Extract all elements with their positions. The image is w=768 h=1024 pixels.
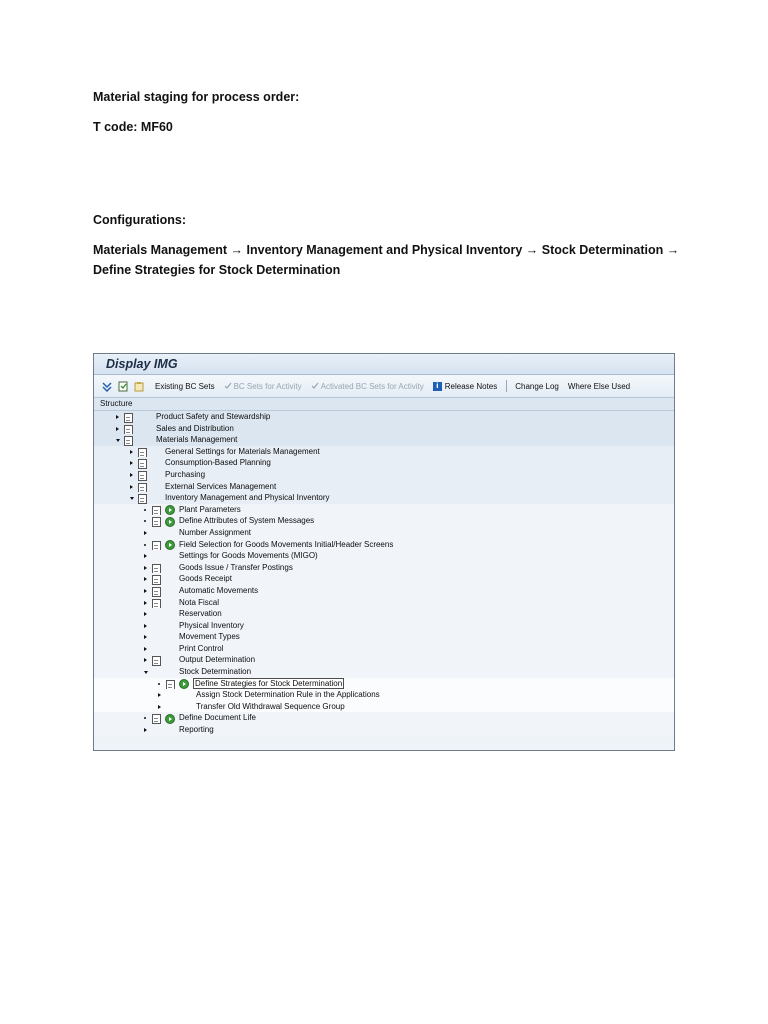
bullet-icon	[144, 509, 146, 511]
img-tree	[94, 411, 674, 751]
tree-node-label: Field Selection for Goods Movements Initial/Header Screens	[179, 539, 394, 549]
documentation-icon[interactable]	[152, 599, 161, 609]
expand-right-icon[interactable]	[144, 658, 147, 662]
documentation-icon[interactable]	[124, 425, 133, 435]
expand-right-icon[interactable]	[144, 577, 147, 581]
expand-right-icon[interactable]	[116, 427, 119, 431]
structure-column-header: Structure	[94, 398, 674, 411]
tree-node[interactable]	[94, 573, 674, 585]
expand-right-icon[interactable]	[158, 693, 161, 697]
tree-node-label: Purchasing	[165, 469, 206, 479]
expand-right-icon[interactable]	[144, 612, 147, 616]
tree-node-label: Settings for Goods Movements (MIGO)	[179, 551, 318, 561]
bullet-icon	[144, 544, 146, 546]
documentation-icon[interactable]	[152, 714, 161, 724]
documentation-icon[interactable]	[152, 564, 161, 574]
documentation-icon[interactable]	[152, 587, 161, 597]
doc-config-path-end: Define Strategies for Stock Determination	[93, 263, 341, 277]
doc-config-path: Materials Management → Inventory Management and Physical Inventory → Stock Determination →	[93, 243, 680, 257]
tree-node-label: Transfer Old Withdrawal Sequence Group	[196, 701, 345, 711]
expand-right-icon[interactable]	[158, 705, 161, 709]
expand-right-icon[interactable]	[144, 566, 147, 570]
expand-right-icon[interactable]	[144, 635, 147, 639]
tree-node[interactable]	[94, 724, 674, 736]
tree-node-label: Automatic Movements	[179, 585, 259, 595]
tree-node-label: Movement Types	[179, 632, 240, 642]
execute-icon[interactable]	[165, 517, 175, 527]
tree-node-label: Assign Stock Determination Rule in the Applications	[196, 690, 380, 700]
execute-icon[interactable]	[165, 714, 175, 724]
expand-right-icon[interactable]	[130, 461, 133, 465]
tree-node-label: Plant Parameters	[179, 504, 241, 514]
toolbar	[94, 375, 674, 398]
tree-node-label: Define Document Life	[179, 713, 256, 723]
activated-bc-sets-button[interactable]	[311, 382, 424, 391]
tree-node-label: Define Attributes of System Messages	[179, 516, 315, 526]
tree-node[interactable]	[94, 446, 674, 458]
documentation-icon[interactable]	[138, 494, 147, 504]
display-img-window	[93, 353, 675, 751]
tree-node-label: Reporting	[179, 725, 214, 735]
execute-icon[interactable]	[165, 505, 175, 515]
expand-right-icon[interactable]	[130, 485, 133, 489]
doc-heading-configurations: Configurations:	[93, 213, 187, 227]
activated-bc-sets-label: Activated BC Sets for Activity	[320, 381, 424, 391]
bc-sets-for-activity-button[interactable]	[224, 382, 302, 391]
tree-node-label: Sales and Distribution	[156, 423, 234, 433]
expand-right-icon[interactable]	[130, 473, 133, 477]
documentation-icon[interactable]	[118, 381, 129, 392]
tree-node-label: Physical Inventory	[179, 620, 244, 630]
documentation-icon[interactable]	[124, 413, 133, 423]
tree-node[interactable]	[94, 666, 674, 678]
tree-node-label: Print Control	[179, 643, 224, 653]
expand-right-icon[interactable]	[144, 601, 147, 605]
documentation-icon[interactable]	[152, 506, 161, 516]
tree-node-label: Reservation	[179, 609, 222, 619]
tree-node[interactable]	[94, 539, 674, 551]
documentation-icon[interactable]	[124, 436, 133, 446]
tree-node[interactable]	[94, 597, 674, 609]
execute-icon[interactable]	[179, 679, 189, 689]
tree-node-label: Output Determination	[179, 655, 256, 665]
expand-right-icon[interactable]	[144, 531, 147, 535]
tree-node[interactable]	[94, 562, 674, 574]
documentation-icon[interactable]	[152, 656, 161, 666]
tree-node-label: Define Strategies for Stock Determination	[195, 678, 343, 688]
tree-node[interactable]	[94, 504, 674, 516]
expand-right-icon[interactable]	[130, 450, 133, 454]
where-else-used-button[interactable]: Where Else Used	[567, 381, 631, 391]
tree-node[interactable]	[94, 469, 674, 481]
expand-down-icon[interactable]	[144, 671, 148, 674]
tree-node[interactable]	[94, 411, 674, 423]
tree-node[interactable]	[94, 481, 674, 493]
documentation-icon[interactable]	[138, 448, 147, 458]
tree-node-label: Stock Determination	[179, 667, 252, 677]
window-title: Display IMG	[94, 354, 674, 375]
documentation-icon[interactable]	[138, 471, 147, 481]
info-icon: i	[433, 382, 442, 391]
bc-set-icon	[224, 382, 233, 390]
expand-down-icon[interactable]	[130, 497, 134, 500]
release-notes-label: Release Notes	[444, 381, 498, 391]
tree-node[interactable]	[94, 515, 674, 527]
tree-node[interactable]	[94, 678, 674, 690]
tree-node-label: Product Safety and Stewardship	[156, 412, 271, 421]
tree-node[interactable]	[94, 423, 674, 435]
tree-node[interactable]	[94, 457, 674, 469]
tree-node-label: General Settings for Materials Management	[165, 446, 320, 456]
tree-node[interactable]	[94, 654, 674, 666]
toolbar-separator	[506, 380, 507, 392]
notes-icon[interactable]	[134, 381, 145, 392]
expand-right-icon[interactable]	[144, 624, 147, 628]
tree-node-label: Materials Management	[156, 435, 238, 445]
tree-node[interactable]	[94, 701, 674, 713]
execute-icon[interactable]	[165, 540, 175, 550]
tree-node-label: External Services Management	[165, 481, 277, 491]
tree-node[interactable]	[94, 631, 674, 643]
tree-node-label: Inventory Management and Physical Inventory	[165, 493, 330, 503]
tree-node-label: Goods Receipt	[179, 574, 232, 584]
expand-down-icon[interactable]	[116, 439, 120, 442]
tree-node[interactable]	[94, 550, 674, 562]
expand-right-icon[interactable]	[144, 728, 147, 732]
documentation-icon[interactable]	[138, 459, 147, 469]
doc-tcode: T code: MF60	[93, 120, 173, 134]
activated-bc-set-icon	[311, 382, 320, 390]
expand-right-icon[interactable]	[144, 589, 147, 593]
change-log-button[interactable]: Change Log	[515, 381, 559, 391]
expand-right-icon[interactable]	[144, 647, 147, 651]
tree-node[interactable]	[94, 527, 674, 539]
documentation-icon[interactable]	[152, 541, 161, 551]
tree-node[interactable]	[94, 620, 674, 632]
find-icon[interactable]	[102, 381, 113, 392]
tree-node[interactable]	[94, 608, 674, 620]
tree-node[interactable]	[94, 492, 674, 504]
tree-node[interactable]	[94, 712, 674, 724]
tree-node-label: Consumption-Based Planning	[165, 458, 271, 468]
bc-sets-for-activity-label: BC Sets for Activity	[233, 381, 302, 391]
expand-right-icon[interactable]	[144, 554, 147, 558]
bullet-icon	[144, 717, 146, 719]
bullet-icon	[158, 683, 160, 685]
existing-bc-sets-button[interactable]: Existing BC Sets	[155, 381, 215, 391]
tree-node[interactable]	[94, 643, 674, 655]
tree-node[interactable]	[94, 585, 674, 597]
doc-heading-material-staging: Material staging for process order:	[93, 90, 300, 104]
tree-node-label: Number Assignment	[179, 527, 252, 537]
tree-node[interactable]	[94, 434, 674, 446]
tree-node[interactable]	[94, 689, 674, 701]
expand-right-icon[interactable]	[116, 415, 119, 419]
documentation-icon[interactable]	[138, 483, 147, 493]
documentation-icon[interactable]	[152, 517, 161, 527]
bullet-icon	[144, 520, 146, 522]
tree-node-label: Goods Issue / Transfer Postings	[179, 562, 293, 572]
documentation-icon[interactable]	[166, 680, 175, 690]
tree-node-label: Nota Fiscal	[179, 597, 220, 607]
release-notes-button[interactable]	[433, 382, 497, 391]
documentation-icon[interactable]	[152, 575, 161, 585]
